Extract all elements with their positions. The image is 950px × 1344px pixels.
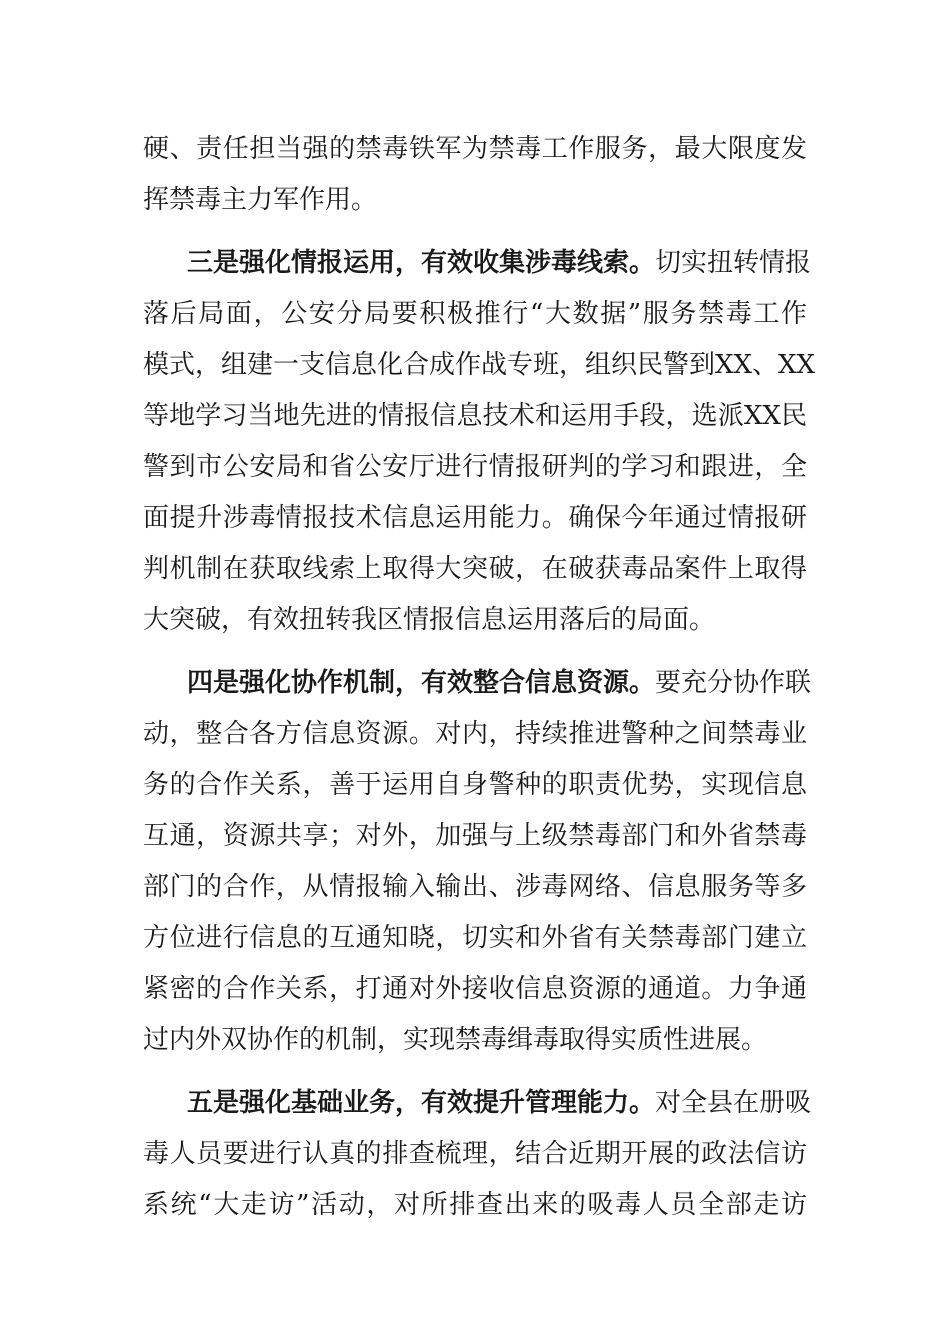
text-line: 方位进行信息的互通知晓，切实和外省有关禁毒部门建立 [143,923,807,953]
text-line: 等地学习当地先进的情报信息技术和运用手段，选派XX民 [143,401,807,431]
text-run: 切实扭转情报 [655,248,812,278]
text-line: 紧密的合作关系，打通对外接收信息资源的通道。力争通 [143,974,807,1004]
text-line [143,1078,812,1129]
paragraph-2 [143,238,816,646]
text-line: 过内外双协作的机制，实现禁毒缉毒取得实质性进展。 [143,1025,768,1055]
text-line: 毒人员要进行认真的排查梳理，结合近期开展的政法信访 [143,1139,807,1169]
paragraph-3 [143,658,812,1066]
text-line: 互通，资源共享；对外，加强与上级禁毒部门和外省禁毒 [143,821,807,851]
text-line: 落后局面，公安分局要积极推行“大数据”服务禁毒工作 [143,299,807,329]
text-line: 大突破，有效扭转我区情报信息运用落后的局面。 [143,605,716,635]
text-line: 警到市公安局和省公安厅进行情报研判的学习和跟进，全 [143,452,807,482]
text-line: 面提升涉毒情报技术信息运用能力。确保今年通过情报研 [143,503,807,533]
text-run: 对全县在册吸 [655,1088,812,1118]
text-line: 部门的合作，从情报输入输出、涉毒网络、信息服务等多 [143,872,807,902]
paragraph-heading: 三是强化情报运用，有效收集涉毒线索。 [187,248,656,278]
text-line [143,658,812,709]
text-line: 硬、责任担当强的禁毒铁军为禁毒工作服务，最大限度发 [143,134,807,164]
text-line: 判机制在获取线索上取得大突破，在破获毒品案件上取得 [143,554,807,584]
text-line [143,238,812,289]
document-body [143,124,816,1231]
text-run: 要充分协作联 [655,668,812,698]
text-line: 动，整合各方信息资源。对内，持续推进警种之间禁毒业 [143,719,807,749]
paragraph-1 [143,124,807,226]
text-line: 务的合作关系，善于运用自身警种的职责优势，实现信息 [143,770,807,800]
text-line: 模式，组建一支信息化合成作战专班，组织民警到XX、XX [143,350,816,380]
text-line: 挥禁毒主力军作用。 [143,185,378,215]
text-line: 系统“大走访”活动，对所排查出来的吸毒人员全部走访 [143,1190,807,1220]
paragraph-heading: 五是强化基础业务，有效提升管理能力。 [187,1088,656,1118]
paragraph-4 [143,1078,812,1231]
paragraph-heading: 四是强化协作机制，有效整合信息资源。 [187,668,656,698]
